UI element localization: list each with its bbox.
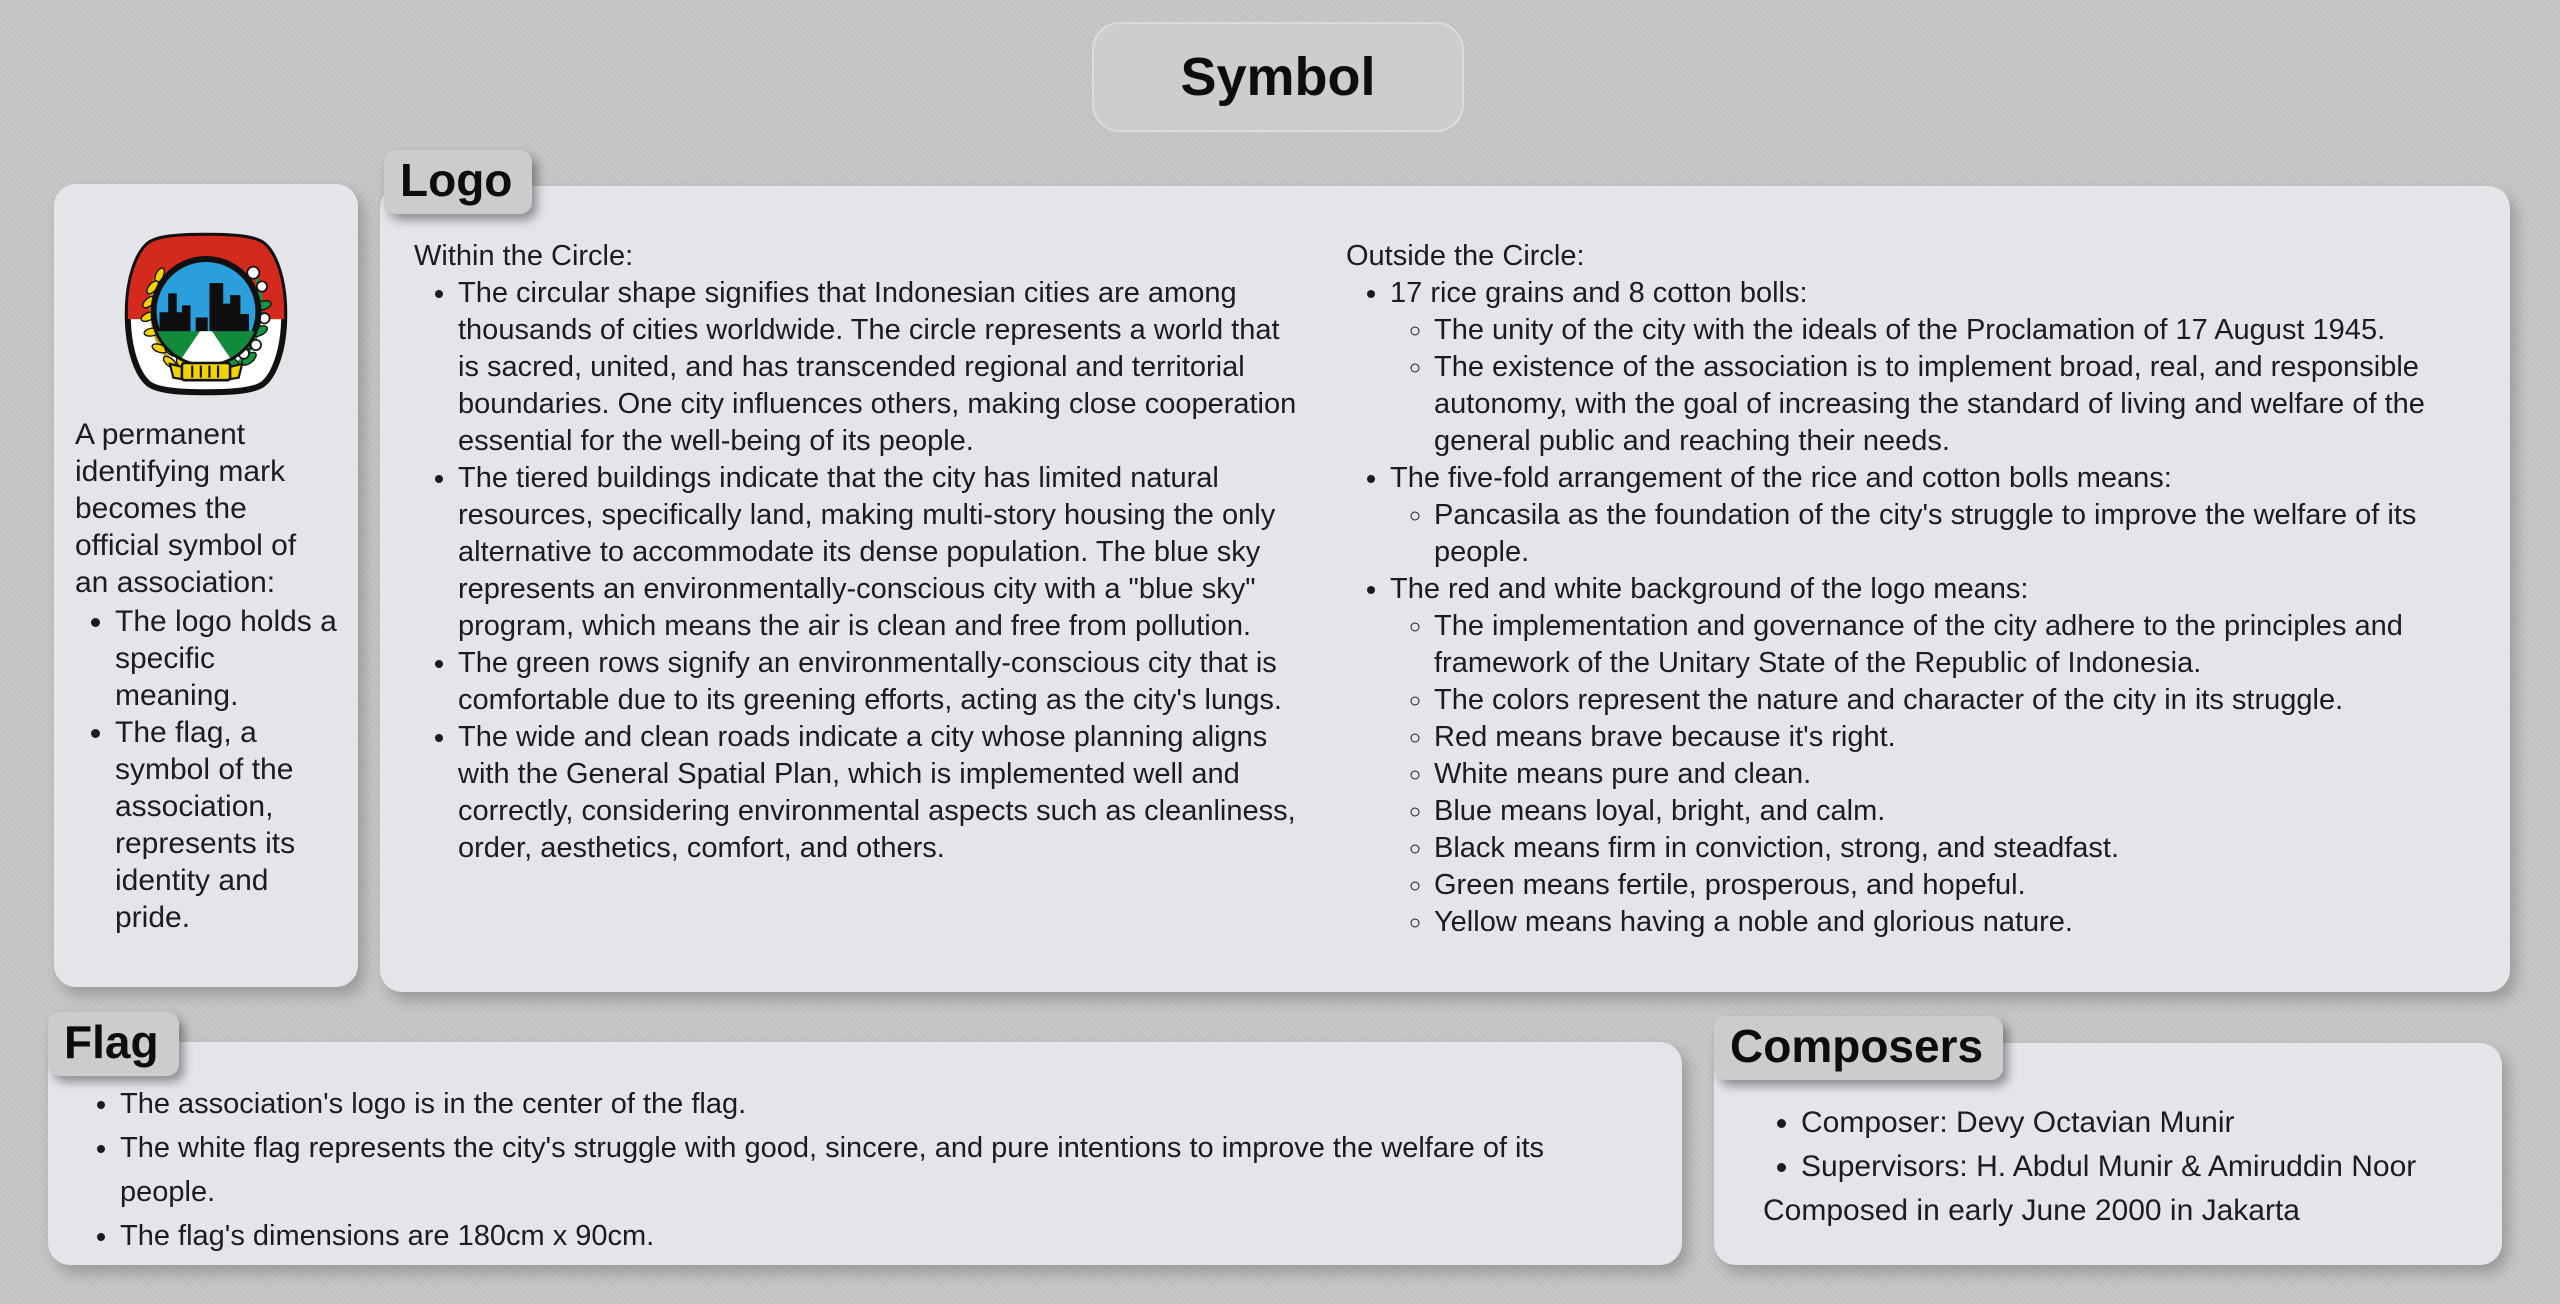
list-item: [1390, 571, 2496, 941]
identity-panel: [54, 184, 358, 987]
sub-list-item: ◦ Green means fertile, prosperous, and hopeful.: [1434, 867, 2496, 904]
outside-circle-column: [1346, 238, 2496, 941]
flag-panel: [48, 1042, 1682, 1265]
sub-list-item: ◦ The unity of the city with the ideals of the Proclamation of 17 August 1945.: [1434, 312, 2496, 349]
sub-list-item: ◦ White means pure and clean.: [1434, 756, 2496, 793]
within-circle-list: [414, 275, 1304, 867]
banner-icon: [170, 363, 242, 380]
sub-list-item: ◦ The implementation and governance of the city adhere to the principles and framework of the Unitary State of the Republic of Indonesia.: [1434, 608, 2496, 682]
logo-panel: [380, 186, 2510, 992]
logo-heading-label: Logo: [400, 154, 513, 206]
within-circle-column: [414, 238, 1304, 867]
outside-circle-list: [1346, 275, 2496, 941]
list-item: • The white flag represents the city's struggle with good, sincere, and pure intentions to improve the welfare of its people.: [120, 1126, 1646, 1214]
flag-text: [48, 1042, 1682, 1258]
sub-list-item: ◦ Blue means loyal, bright, and calm.: [1434, 793, 2496, 830]
sub-list-item: ◦ Red means brave because it's right.: [1434, 719, 2496, 756]
composed-date-note: Composed in early June 2000 in Jakarta: [1763, 1194, 2300, 1227]
sub-list: [1390, 497, 2496, 571]
page-title-box: [1092, 22, 1464, 132]
list-item-text: The red and white background of the logo means:: [1390, 573, 2029, 605]
flag-heading-label: Flag: [64, 1016, 159, 1068]
page-title: Symbol: [1180, 47, 1376, 107]
list-item: • The association's logo is in the center of the flag.: [120, 1082, 1646, 1126]
list-item: • The wide and clean roads indicate a city whose planning aligns with the General Spatial Plan, which is implemented well and correctly, considering environmental aspects such as cleanliness, order, aesthetics, comfort, and others.: [458, 719, 1304, 867]
list-item: [1390, 460, 2496, 571]
identity-intro: A permanent identifying mark becomes the official symbol of an association:: [75, 418, 297, 599]
list-item-text: 17 rice grains and 8 cotton bolls:: [1390, 277, 1808, 309]
sub-list-item: ◦ Pancasila as the foundation of the city's struggle to improve the welfare of its people.: [1434, 497, 2496, 571]
sub-list: [1390, 608, 2496, 941]
list-item: [1390, 275, 2496, 460]
list-item: • The circular shape signifies that Indonesian cities are among thousands of cities worldwide. The circle represents a world that is sacred, united, and has transcended regional and territorial boundaries. One city influences others, making close cooperation essential for the well-being of its people.: [458, 275, 1304, 460]
list-item: • Supervisors: H. Abdul Munir & Amiruddin Noor: [1801, 1145, 2474, 1189]
composers-heading-label: Composers: [1730, 1020, 1984, 1072]
sub-list-item: ◦ The existence of the association is to implement broad, real, and responsible autonomy, with the goal of increasing the standard of living and welfare of the general public and reaching their needs.: [1434, 349, 2496, 460]
list-item-text: The five-fold arrangement of the rice and cotton bolls means:: [1390, 462, 2172, 494]
composers-bullet-list: [1763, 1101, 2474, 1189]
list-item: • The tiered buildings indicate that the city has limited natural resources, specifically land, making multi-story housing the only alternative to accommodate its dense population. The blue sky represents an environmentally-conscious city with a "blue sky" program, which means the air is clean and free from pollution.: [458, 460, 1304, 645]
section-heading-logo: [384, 150, 532, 214]
outside-circle-title: Outside the Circle:: [1346, 240, 1585, 272]
section-heading-flag: [48, 1012, 179, 1076]
flag-bullet-list: [78, 1082, 1646, 1258]
sub-list: [1390, 312, 2496, 460]
section-heading-composers: [1714, 1016, 2003, 1080]
list-item: • The green rows signify an environmentally-conscious city that is comfortable due to its greening efforts, acting as the city's lungs.: [458, 645, 1304, 719]
list-item: • The flag, a symbol of the association, represents its identity and pride.: [115, 714, 337, 936]
association-emblem-icon: [120, 228, 292, 400]
list-item: • The flag's dimensions are 180cm x 90cm.: [120, 1214, 1646, 1258]
identity-bullet-list: [75, 603, 337, 936]
sub-list-item: ◦ Black means firm in conviction, strong, and steadfast.: [1434, 830, 2496, 867]
list-item: • Composer: Devy Octavian Munir: [1801, 1101, 2474, 1145]
within-circle-title: Within the Circle:: [414, 240, 634, 272]
sub-list-item: ◦ The colors represent the nature and character of the city in its struggle.: [1434, 682, 2496, 719]
list-item: • The logo holds a specific meaning.: [115, 603, 337, 714]
sub-list-item: ◦ Yellow means having a noble and glorious nature.: [1434, 904, 2496, 941]
identity-text: [54, 416, 358, 936]
